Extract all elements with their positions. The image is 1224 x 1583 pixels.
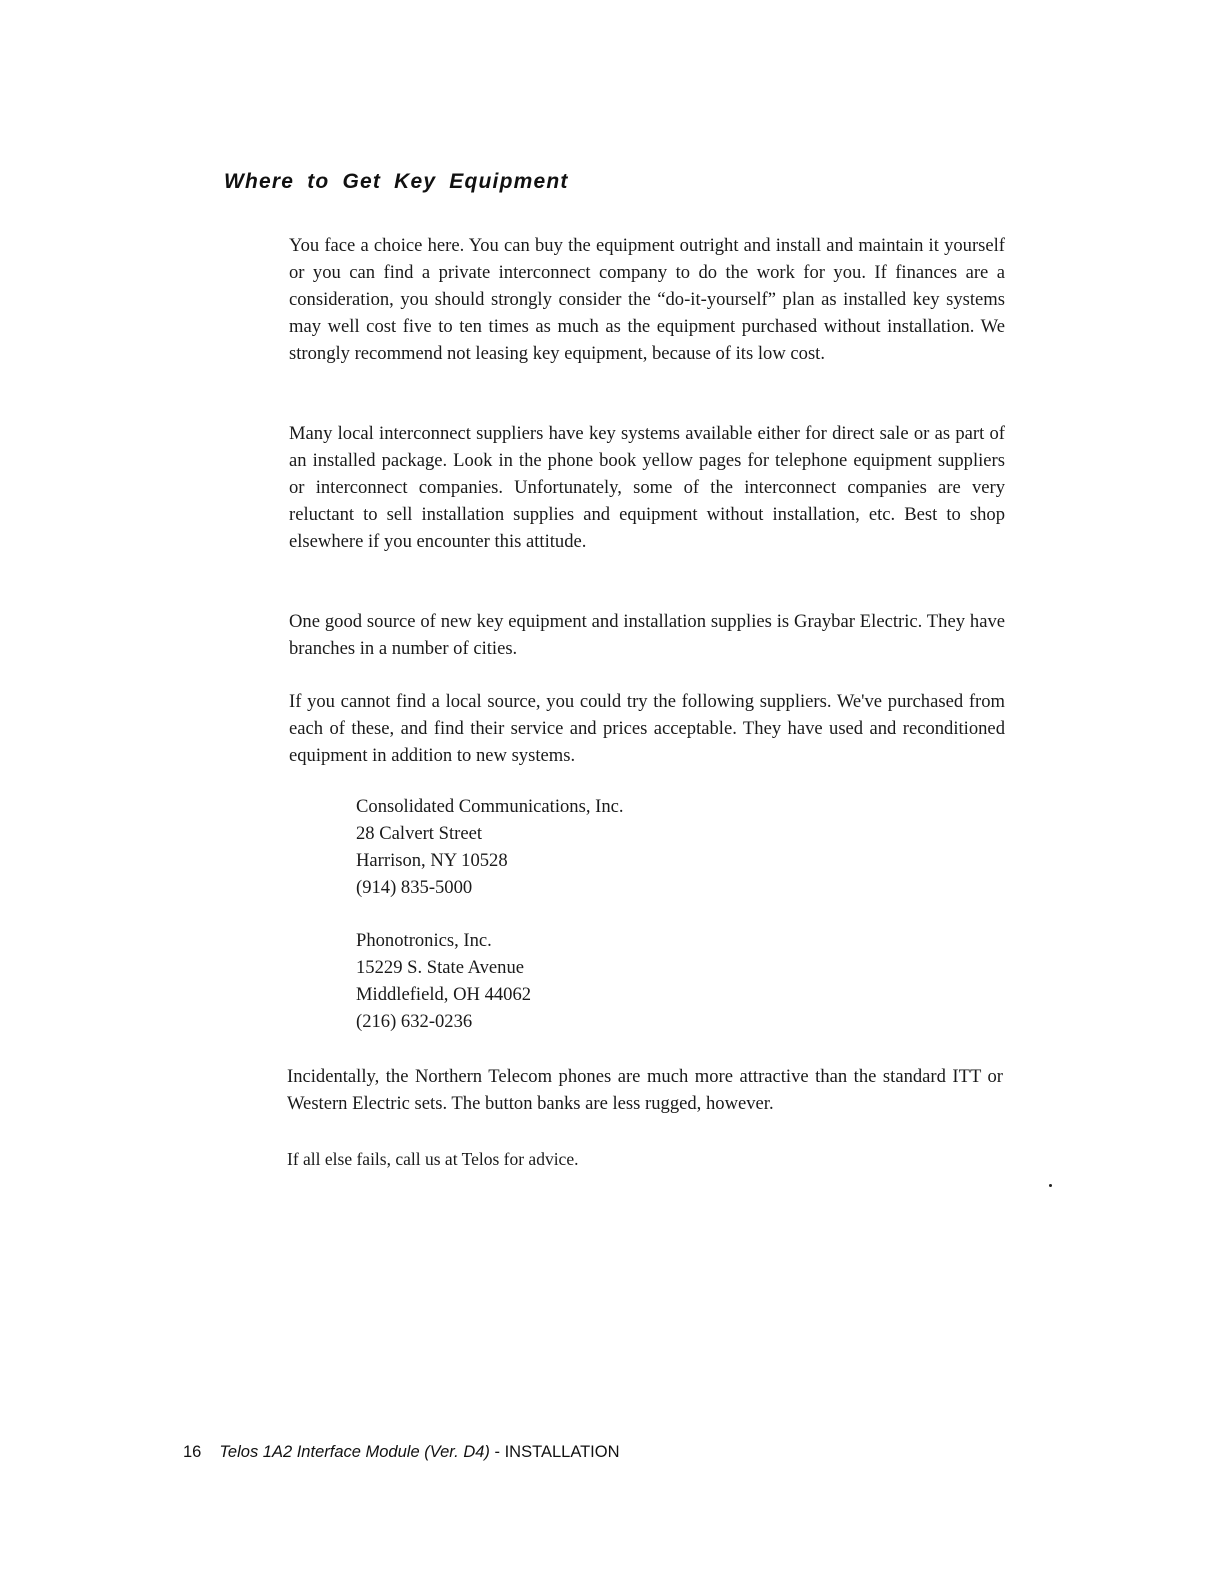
supplier-street: 28 Calvert Street — [356, 823, 482, 844]
paragraph-northern-telecom: Incidentally, the Northern Telecom phones are much more attractive than the standard ITT or Western Electric sets. The button banks are less rugged, however. — [287, 1066, 1003, 1114]
paragraph-graybar: One good source of new key equipment and installation supplies is Graybar Electric. They have branches in a number of cities. — [289, 611, 1005, 659]
section-heading: Where to Get Key Equipment — [224, 170, 569, 193]
paragraph-purchase-choice: You face a choice here. You can buy the equipment outright and install and maintain it yourself or you can find a private interconnect company to do the work for you. If finances are a consideration, you should strongly consider the “do-it-yourself” plan as installed key systems may well cost five to ten times as much as the equipment purchased without installation. We strongly recommend not leasing key equipment, because of its low cost. — [289, 235, 1005, 364]
footer-section: - INSTALLATION — [494, 1443, 620, 1461]
supplier-name: Phonotronics, Inc. — [356, 930, 492, 951]
supplier-phone: (216) 632-0236 — [356, 1011, 473, 1032]
supplier-address-block — [356, 793, 624, 901]
scan-speck — [1049, 1184, 1052, 1187]
paragraph-suppliers-intro: If you cannot find a local source, you could try the following suppliers. We've purchased from each of these, and find their service and prices acceptable. They have used and reconditioned equipment in addition to new systems. — [289, 691, 1005, 766]
page-footer — [183, 1443, 620, 1462]
paragraph-local-suppliers: Many local interconnect suppliers have key systems available either for direct sale or as part of an installed package. Look in the phone book yellow pages for telephone equipment suppliers or interconnect companies. Unfortunately, some of the interconnect companies are very reluctant to sell installation supplies and equipment without installation, etc. Best to shop elsewhere if you encounter this attitude. — [289, 423, 1005, 552]
supplier-name: Consolidated Communications, Inc. — [356, 796, 624, 817]
page-number: 16 — [183, 1443, 202, 1461]
supplier-address-block — [356, 927, 531, 1035]
paragraph-advice: If all else fails, call us at Telos for advice. — [287, 1149, 579, 1169]
supplier-city: Middlefield, OH 44062 — [356, 984, 532, 1005]
supplier-city: Harrison, NY 10528 — [356, 850, 508, 871]
supplier-street: 15229 S. State Avenue — [356, 957, 525, 978]
footer-title: Telos 1A2 Interface Module (Ver. D4) — [219, 1443, 490, 1461]
supplier-phone: (914) 835-5000 — [356, 877, 473, 898]
